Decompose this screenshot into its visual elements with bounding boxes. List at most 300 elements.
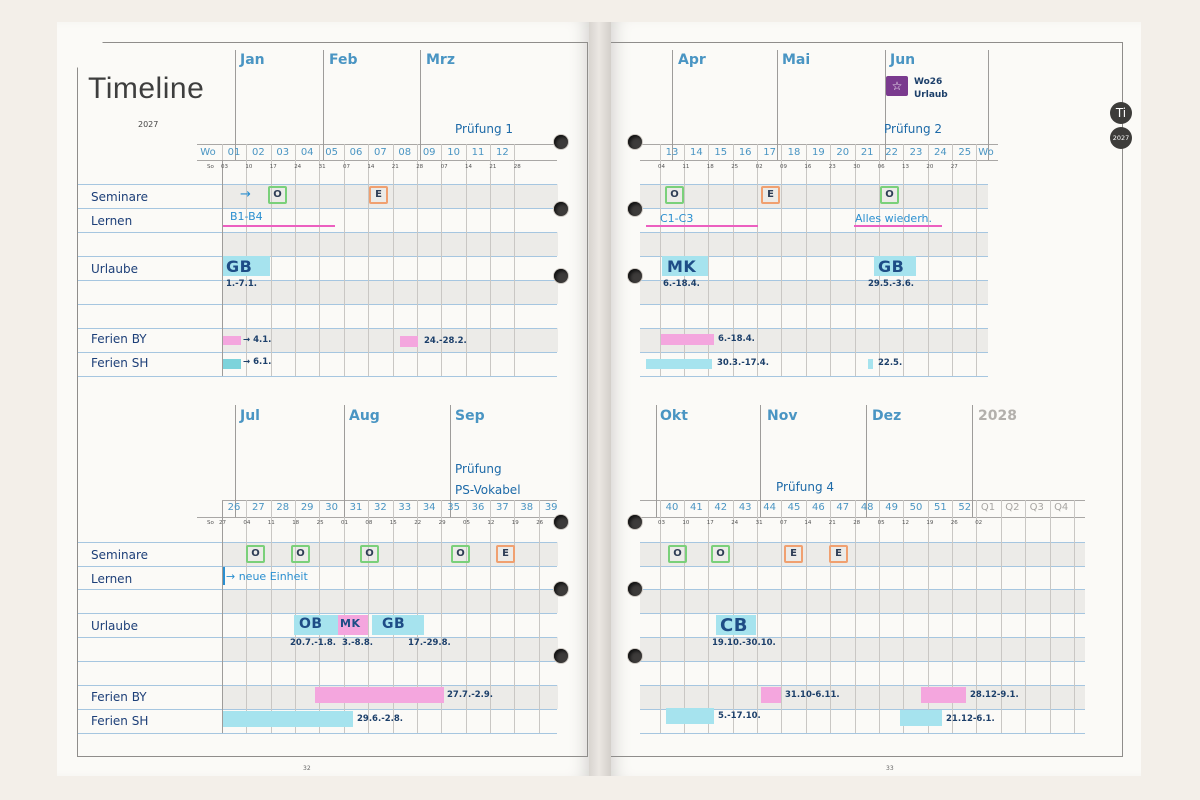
header-line (640, 517, 1085, 518)
page-title: Timeline (88, 72, 205, 105)
week-line (806, 144, 807, 376)
row-line (640, 208, 988, 209)
seminar-o-mark: O (665, 186, 684, 204)
month-mrz: Mrz (426, 52, 455, 68)
month-line (972, 405, 973, 517)
binder-hole (628, 649, 642, 663)
week-line (855, 144, 856, 376)
row-band (223, 280, 558, 304)
week-date: 20 (926, 164, 934, 170)
seminar-o-mark: O (880, 186, 899, 204)
week-date: 12 (487, 520, 495, 526)
week-number: 28 (276, 502, 290, 513)
week-line (903, 500, 904, 733)
month-nov: Nov (767, 408, 798, 424)
month-line (235, 50, 236, 160)
month-line (885, 50, 886, 160)
week-date: 13 (902, 164, 909, 170)
ferien-by-text: 27.7.-2.9. (447, 690, 494, 700)
page-number-left: 32 (303, 765, 311, 772)
urlaub-gb: GB (226, 257, 253, 276)
week-line (514, 144, 515, 376)
label-line (222, 500, 223, 501)
week-number: 39 (544, 502, 558, 513)
row-label-urlaube: Urlaube (91, 262, 139, 276)
week-date: 01 (341, 520, 348, 526)
month-feb: Feb (329, 52, 358, 68)
month-aug: Aug (349, 408, 380, 424)
week-number: 40 (665, 502, 679, 513)
row-line (640, 589, 1085, 590)
sunday-label: So (207, 164, 214, 170)
week-date: 08 (365, 520, 373, 526)
week-number: 45 (787, 502, 801, 513)
row-band (640, 589, 1085, 613)
header-line (223, 500, 557, 501)
ferien-sh-bar (646, 359, 712, 369)
week-date: 25 (731, 164, 739, 170)
week-line (928, 144, 929, 376)
week-date: 12 (902, 520, 909, 526)
seminar-o-mark: O (711, 545, 730, 563)
quarter-label: Q3 (1029, 502, 1044, 513)
month-line (323, 50, 324, 160)
tab-marker-ti[interactable]: Ti (1110, 102, 1132, 124)
week-date: 28 (416, 164, 424, 170)
week-number: 29 (300, 502, 314, 513)
week-date: 10 (682, 520, 690, 526)
ferien-sh-text: 29.6.-2.8. (357, 714, 404, 724)
row-line (640, 661, 1085, 662)
seminar-o-mark: O (668, 545, 687, 563)
ferien-by-bar (400, 336, 418, 347)
binder-hole (628, 582, 642, 596)
row-line (78, 613, 557, 614)
week-date: 02 (755, 164, 763, 170)
week-number: 04 (300, 147, 314, 158)
week-number: 19 (812, 147, 825, 158)
urlaub-gb-dates: 29.5.-3.6. (868, 279, 915, 289)
ferien-sh-bar (223, 711, 353, 727)
lernen-b1-b4: B1-B4 (230, 210, 263, 223)
ferien-by-bar (223, 336, 241, 345)
ferien-by-text: 28.12-9.1. (970, 690, 1019, 700)
week-line (344, 144, 345, 376)
week-number: 06 (349, 147, 363, 158)
ferien-by-bar (315, 687, 444, 703)
ferien-sh-text: 22.5. (878, 358, 903, 368)
binder-hole (628, 515, 642, 529)
month-line (420, 50, 421, 160)
lernen-underline (854, 225, 942, 227)
urlaub-cb-dates: 19.10.-30.10. (712, 638, 776, 648)
ferien-sh-bar (223, 359, 241, 369)
month-okt: Okt (660, 408, 688, 424)
star-icon: ☆ (886, 76, 908, 96)
week-date: 28 (853, 520, 861, 526)
month-apr: Apr (678, 52, 706, 68)
exam-2-note: Prüfung 2 (884, 122, 943, 136)
week-date: 18 (292, 520, 300, 526)
week-date: 30 (853, 164, 861, 170)
ferien-sh-bar (868, 359, 873, 369)
week-line (539, 500, 540, 733)
week-date: 16 (804, 164, 812, 170)
week-number: 07 (374, 147, 387, 158)
urlaub-gb: GB (878, 257, 905, 276)
week-date: 28 (513, 164, 521, 170)
lernen-underline (223, 225, 335, 227)
week-line (855, 500, 856, 733)
week-number: 18 (787, 147, 801, 158)
row-line (78, 328, 557, 329)
week-number: 16 (738, 147, 752, 158)
week-date: 03 (221, 164, 228, 170)
binder-hole (628, 269, 642, 283)
week-line (684, 500, 685, 733)
month-jan: Jan (240, 52, 265, 68)
row-label-ferien-sh: Ferien SH (91, 714, 149, 728)
row-band (640, 542, 1085, 566)
week-number: 42 (714, 502, 728, 513)
week-number: 25 (958, 147, 972, 158)
binder-hole (628, 135, 642, 149)
row-line (78, 304, 557, 305)
month-dez: Dez (872, 408, 902, 424)
exam-4-note: Prüfung 4 (776, 480, 835, 494)
week-date: 06 (877, 164, 885, 170)
row-band (640, 232, 988, 256)
week-header-label: Wo (200, 147, 216, 158)
week-line (514, 500, 515, 733)
week-number: 37 (496, 502, 509, 513)
binder-hole (554, 202, 568, 216)
month-line (235, 405, 236, 517)
week-number: 03 (276, 147, 290, 158)
row-line (640, 637, 1085, 638)
week-number: 14 (690, 147, 703, 158)
seminar-o-mark: O (268, 186, 287, 204)
row-line (78, 685, 557, 686)
row-line (640, 304, 988, 305)
ferien-by-text: 24.-28.2. (424, 336, 467, 346)
row-line (640, 566, 1085, 567)
week-line (879, 500, 880, 733)
week-line (368, 144, 369, 376)
ferien-sh-text: 30.3.-17.4. (717, 358, 769, 368)
week-number: 12 (496, 147, 509, 158)
ferien-sh-bar (900, 710, 942, 726)
arrow-icon: → (240, 187, 251, 202)
lernen-underline (646, 225, 758, 227)
row-band (223, 328, 558, 352)
ferien-sh-text: 5.-17.10. (718, 711, 761, 721)
ferien-sh-text: 21.12-6.1. (946, 714, 995, 724)
quarter-label: Q4 (1054, 502, 1069, 513)
week-date: 05 (463, 520, 470, 526)
urlaub-mk-dates: 3.-8.8. (342, 638, 373, 648)
week-date: 11 (267, 520, 275, 526)
week-number: 11 (471, 147, 485, 158)
seminar-e-mark: E (829, 545, 848, 563)
week-number: 47 (836, 502, 850, 513)
week-number: 09 (422, 147, 436, 158)
month-line (866, 405, 867, 517)
week-date: 27 (219, 520, 226, 526)
row-line (78, 280, 557, 281)
row-line (640, 184, 988, 185)
week-line (781, 144, 782, 376)
week-date: 05 (877, 520, 885, 526)
week-number: 35 (447, 502, 460, 513)
week-number: 52 (958, 502, 972, 513)
week-number: 41 (690, 502, 703, 513)
week-date: 04 (658, 164, 665, 170)
seminar-o-mark: O (360, 545, 379, 563)
seminar-e-mark: E (369, 186, 388, 204)
week-date: 21 (489, 164, 497, 170)
binder-hole (554, 135, 568, 149)
row-band (640, 637, 1085, 661)
week-number: 23 (909, 147, 923, 158)
ferien-by-text: 31.10-6.11. (785, 690, 840, 700)
row-band (640, 184, 988, 208)
week-date: 02 (975, 520, 983, 526)
quarter-label: Q1 (980, 502, 996, 513)
month-line (450, 405, 451, 517)
wo26-note: Wo26 (914, 77, 943, 87)
row-line (640, 542, 1085, 543)
ferien-by-bar (921, 687, 966, 703)
week-date: 27 (950, 164, 958, 170)
week-line (271, 500, 272, 733)
week-line (1074, 500, 1075, 733)
week-number: 26 (227, 502, 241, 513)
header-line (197, 517, 557, 518)
week-date: 31 (755, 520, 763, 526)
week-date: 24 (294, 164, 302, 170)
header-line (197, 144, 557, 145)
header-line (640, 160, 998, 161)
week-line (757, 144, 758, 376)
row-line (78, 589, 557, 590)
row-line (78, 376, 557, 377)
week-date: 04 (243, 520, 251, 526)
week-date: 07 (343, 164, 350, 170)
week-line (490, 144, 491, 376)
week-date: 26 (950, 520, 958, 526)
week-date: 23 (828, 164, 836, 170)
week-number: 38 (520, 502, 534, 513)
row-band (223, 637, 558, 661)
row-line (78, 566, 557, 567)
row-label-ferien-by: Ferien BY (91, 332, 147, 346)
row-line (640, 328, 988, 329)
label-line (222, 517, 223, 733)
month-jul: Jul (240, 408, 260, 424)
row-line (78, 184, 557, 185)
urlaub-gb-dates: 1.-7.1. (226, 279, 257, 289)
seminar-o-mark: O (291, 545, 310, 563)
week-number: 21 (860, 147, 874, 158)
seminar-e-mark: E (496, 545, 515, 563)
week-date: 24 (731, 520, 739, 526)
exam-3-subject: PS-Vokabel (455, 483, 521, 497)
week-date: 14 (367, 164, 375, 170)
ferien-sh-bar (666, 708, 714, 724)
week-number: 51 (934, 502, 947, 513)
binder-hole (554, 515, 568, 529)
week-line (319, 144, 320, 376)
week-date: 17 (269, 164, 277, 170)
week-date: 14 (804, 520, 812, 526)
week-line (295, 144, 296, 376)
week-line (781, 500, 782, 733)
week-line (757, 500, 758, 733)
urlaub-mk-dates: 6.-18.4. (663, 279, 700, 289)
week-number: 13 (665, 147, 679, 158)
week-date: 19 (511, 520, 519, 526)
row-line (640, 613, 1085, 614)
seminar-o-mark: O (246, 545, 265, 563)
week-number: 33 (398, 502, 412, 513)
urlaub-mk: MK (667, 257, 697, 276)
month-jun: Jun (890, 52, 916, 68)
seminar-e-mark: E (761, 186, 780, 204)
week-date: 10 (245, 164, 253, 170)
row-label-lernen: Lernen (91, 214, 133, 228)
week-line (708, 500, 709, 733)
sunday-label: So (207, 520, 214, 526)
ferien-by-bar (661, 334, 714, 345)
year-2028: 2028 (978, 408, 1017, 424)
week-date: 15 (389, 520, 397, 526)
urlaub-mk: MK (340, 617, 361, 630)
row-label-lernen: Lernen (91, 572, 133, 586)
urlaub-cb: CB (720, 615, 748, 636)
month-line (656, 405, 657, 517)
week-line (952, 144, 953, 376)
row-line (640, 685, 1085, 686)
lernen-alles-wiederholen: Alles wiederh. (855, 212, 932, 225)
week-number: 46 (812, 502, 825, 513)
tab-marker-year[interactable]: 2027 (1110, 127, 1132, 149)
week-date: 14 (465, 164, 472, 170)
row-label-ferien-sh: Ferien SH (91, 356, 149, 370)
week-date: 18 (706, 164, 714, 170)
week-date: 03 (658, 520, 665, 526)
lernen-start-line (223, 567, 225, 585)
week-line (1025, 500, 1026, 733)
header-line (640, 500, 1085, 501)
ferien-by-text: → 4.1. (243, 335, 272, 345)
week-date: 09 (780, 164, 787, 170)
month-line (344, 405, 345, 517)
lernen-neue-einheit: → neue Einheit (226, 570, 308, 583)
quarter-label: Q2 (1005, 502, 1020, 513)
row-label-urlaube: Urlaube (91, 619, 139, 633)
row-label-seminare: Seminare (91, 548, 149, 562)
header-line (640, 144, 998, 145)
row-line (78, 733, 557, 734)
week-number: 17 (763, 147, 776, 158)
week-number: 08 (398, 147, 412, 158)
month-mai: Mai (782, 52, 811, 68)
binder-hole (554, 269, 568, 283)
week-number: 22 (885, 147, 898, 158)
header-line (197, 160, 557, 161)
row-line (78, 661, 557, 662)
week-header-label: Wo (978, 147, 994, 158)
book-gutter (589, 22, 611, 776)
row-label-ferien-by: Ferien BY (91, 690, 147, 704)
binder-hole (554, 582, 568, 596)
week-line (830, 144, 831, 376)
week-date: 19 (926, 520, 934, 526)
week-number: 20 (836, 147, 850, 158)
week-line (976, 144, 977, 376)
binder-hole (628, 202, 642, 216)
row-line (640, 733, 1085, 734)
year-label: 2027 (138, 120, 159, 129)
urlaub-ob-dates: 20.7.-1.8. (290, 638, 337, 648)
week-date: 31 (318, 164, 326, 170)
row-line (78, 256, 557, 257)
week-number: 30 (325, 502, 338, 513)
page-number-right: 33 (886, 765, 894, 772)
week-number: 31 (349, 502, 363, 513)
week-date: 22 (414, 520, 422, 526)
week-line (660, 500, 661, 733)
week-date: 26 (536, 520, 544, 526)
week-line (1050, 500, 1051, 733)
row-band (223, 232, 558, 256)
week-date: 25 (316, 520, 324, 526)
week-number: 44 (763, 502, 776, 513)
exam-3-note: Prüfung (455, 462, 502, 476)
urlaub-gb: GB (382, 616, 406, 632)
row-line (78, 709, 557, 710)
month-line (760, 405, 761, 517)
row-line (78, 352, 557, 353)
week-date: 21 (391, 164, 399, 170)
urlaub-note: Urlaub (914, 90, 948, 100)
row-line (78, 542, 557, 543)
week-line (246, 500, 247, 733)
row-line (78, 208, 557, 209)
month-sep: Sep (455, 408, 485, 424)
week-date: 17 (706, 520, 714, 526)
seminar-o-mark: O (451, 545, 470, 563)
row-label-seminare: Seminare (91, 190, 149, 204)
binder-hole (554, 649, 568, 663)
week-number: 50 (909, 502, 923, 513)
row-line (78, 232, 557, 233)
seminar-e-mark: E (784, 545, 803, 563)
week-number: 36 (471, 502, 485, 513)
ferien-by-bar (761, 687, 781, 703)
urlaub-gb-dates: 17.-29.8. (408, 638, 451, 648)
month-line (777, 50, 778, 160)
lernen-c1-c3: C1-C3 (660, 212, 694, 225)
row-line (640, 376, 988, 377)
week-number: 24 (934, 147, 947, 158)
exam-1-note: Prüfung 1 (455, 122, 514, 136)
week-number: 01 (227, 147, 241, 158)
week-number: 02 (252, 147, 265, 158)
ferien-by-text: 6.-18.4. (718, 334, 755, 344)
week-number: 27 (252, 502, 265, 513)
